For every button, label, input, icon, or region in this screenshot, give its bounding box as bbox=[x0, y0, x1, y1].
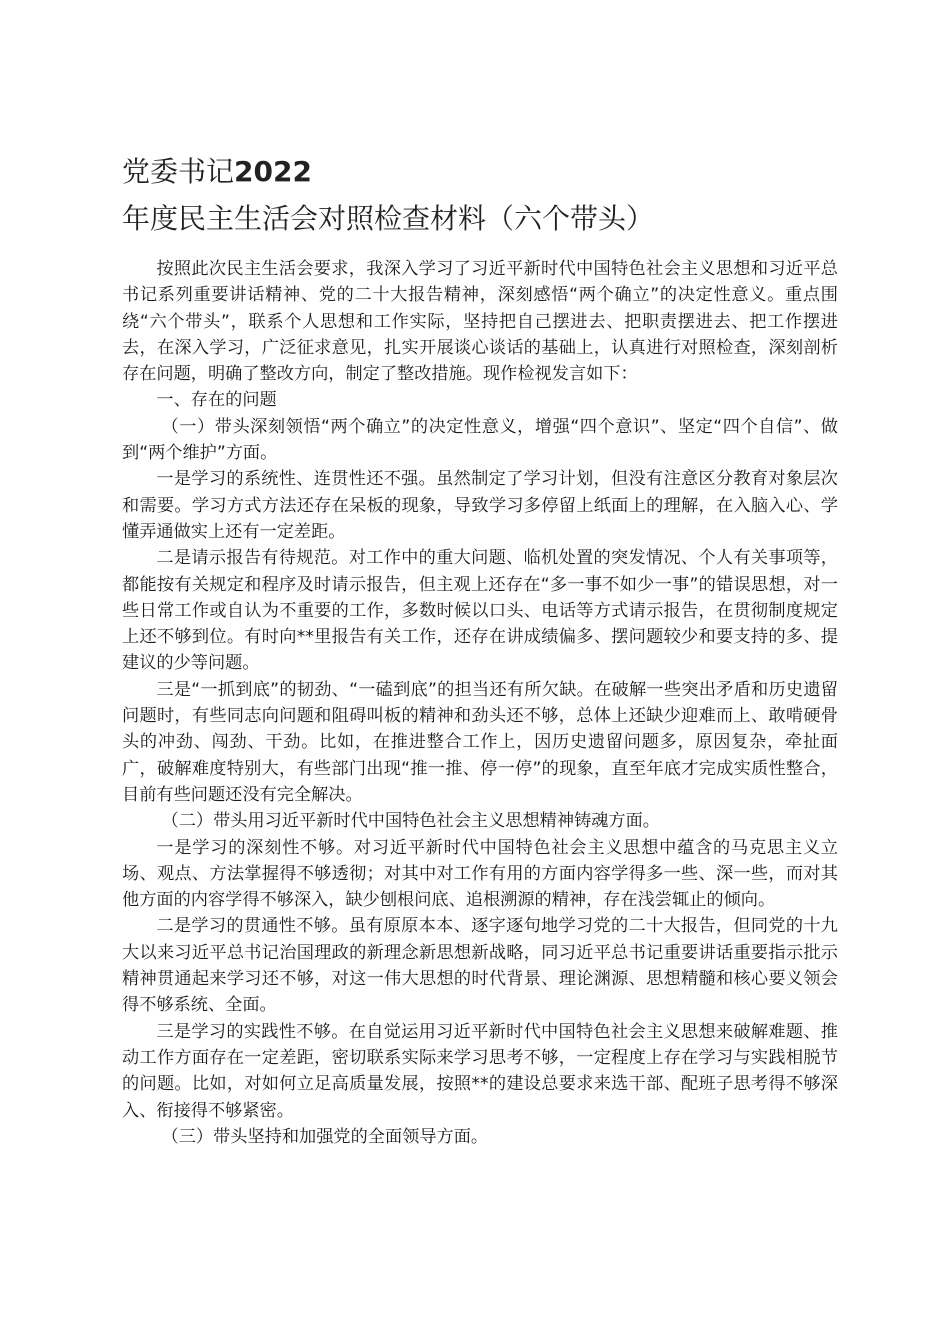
subsection-heading: （二）带头用习近平新时代中国特色社会主义思想精神铸魂方面。 bbox=[161, 811, 660, 832]
document-body bbox=[122, 256, 838, 1150]
body-paragraph: 二是学习的贯通性不够。虽有原原本本、逐字逐句地学习党的二十大报告，但同党的十九大以来习近平总书记治国理政的新理念新思想新战略，同习近平总书记重要讲话重要指示批示精神贯通起来学习还不够，对这一伟大思想的时代背景、理论渊源、思想精髓和核心要义领会得不够系统、全面。 bbox=[122, 916, 838, 1016]
intro-paragraph: 按照此次民主生活会要求，我深入学习了习近平新时代中国特色社会主义思想和习近平总书记系列重要讲话精神、党的二十大报告精神，深刻感悟“两个确立”的决定性意义。重点围绕“六个带头”，联系个人思想和工作实际，坚持把自己摆进去、把职责摆进去、把工作摆进去，在深入学习，广泛征求意见，扎实开展谈心谈话的基础上，认真进行对照检查，深刻剖析存在问题，明确了整改方向，制定了整改措施。现作检视发言如下： bbox=[122, 259, 838, 385]
subsection-heading: （三）带头坚持和加强党的全面领导方面。 bbox=[161, 1126, 489, 1147]
title-prefix: 党委书记 bbox=[122, 155, 235, 188]
title-year: 2022 bbox=[234, 155, 312, 188]
body-paragraph: 三是学习的实践性不够。在自觉运用习近平新时代中国特色社会主义思想来破解难题、推动工作方面存在一定差距，密切联系实际来学习思考不够，一定程度上存在学习与实践相脱节的问题。比如，对如何立足高质量发展，按照**的建设总要求来选干部、配班子思考得不够深入、衔接得不够紧密。 bbox=[122, 1021, 838, 1121]
document-title bbox=[122, 148, 834, 242]
body-paragraph: 一是学习的系统性、连贯性还不强。虽然制定了学习计划，但没有注意区分教育对象层次和需要。学习方式方法还存在呆板的现象，导致学习多停留上纸面上的理解，在入脑入心、学懂弄通做实上还有一定差距。 bbox=[122, 469, 838, 542]
body-paragraph: 二是请示报告有待规范。对工作中的重大问题、临机处置的突发情况、个人有关事项等，都能按有关规定和程序及时请示报告，但主观上还存在“多一事不如少一事”的错误思想，对一些日常工作或自认为不重要的工作，多数时候以口头、电话等方式请示报告，在贯彻制度规定上还不够到位。有时向**里报告有关工作，还存在讲成绩偏多、摆问题较少和要支持的多、提建议的少等问题。 bbox=[122, 548, 838, 674]
body-paragraph: 三是“一抓到底”的韧劲、“一磕到底”的担当还有所欠缺。在破解一些突出矛盾和历史遗留问题时，有些同志向问题和阻碍叫板的精神和劲头还不够，总体上还缺少迎难而上、敢啃硬骨头的冲劲、闯劲、干劲。比如，在推进整合工作上，因历史遗留问题多，原因复杂，牵扯面广，破解难度特别大，有些部门出现“推一推、停一停”的现象，直至年底才完成实质性整合，目前有些问题还没有完全解决。 bbox=[122, 679, 838, 805]
title-suffix: 年度民主生活会对照检查材料（六个带头） bbox=[122, 202, 655, 235]
body-paragraph: 一是学习的深刻性不够。对习近平新时代中国特色社会主义思想中蕴含的马克思主义立场、观点、方法掌握得不够透彻；对其中对工作有用的方面内容学得多一些、深一些，而对其他方面的内容学得不够深入，缺少刨根问底、追根溯源的精神，存在浅尝辄止的倾向。 bbox=[122, 837, 838, 911]
section-heading: 一、存在的问题 bbox=[156, 390, 277, 411]
subsection-heading: （一）带头深刻领悟“两个确立”的决定性意义，增强“四个意识”、坚定“四个自信”、做到“两个维护”方面。 bbox=[122, 416, 838, 464]
